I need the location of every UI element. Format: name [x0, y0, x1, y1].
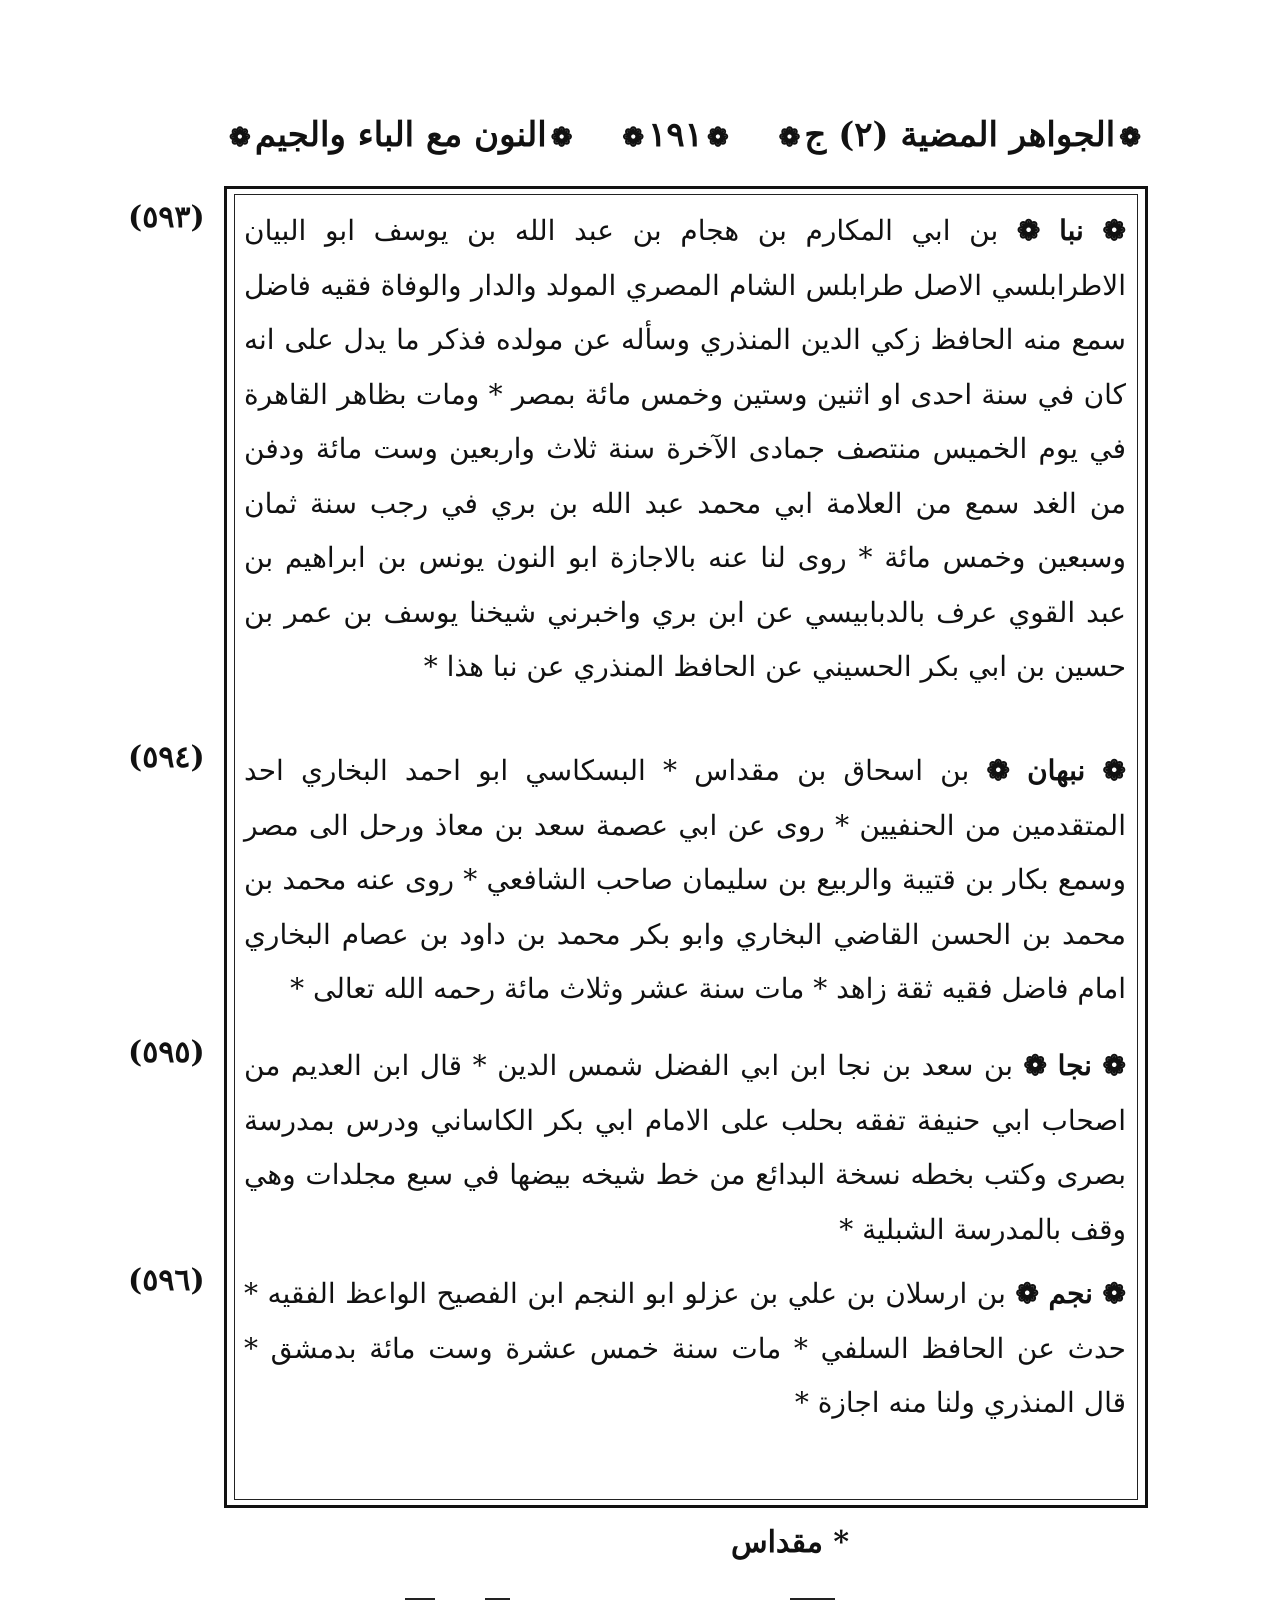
entry-name: نبهان: [1027, 754, 1086, 787]
entry-body: بن ارسلان بن علي بن عزلو ابو النجم ابن الفصيح الواعظ الفقيه * حدث عن الحافظ السلفي * مات سنة خمس عشرة وست مائة بدمشق * قال المنذري ولنا منه اجازة *: [244, 1277, 1126, 1419]
page-number: ❁١٩١❁: [622, 115, 729, 155]
footer-divider: [405, 1598, 435, 1600]
entry-593: [244, 204, 1126, 744]
entry-marker-icon: ❁: [1102, 1049, 1126, 1082]
entry-body: بن اسحاق بن مقداس * البسكاسي ابو احمد البخاري احد المتقدمين من الحنفيين * روى عن ابي عصمة سعد بن معاذ ورحل الى مصر وسمع بكار بن قتيبة والربيع بن سليمان صاحب الشافعي * روى عنه محمد بن محمد بن الحسن القاضي البخاري وابو بكر محمد بن داود بن عصام البخاري امام فاضل فقيه ثقة زاهد * مات سنة عشر وثلاث مائة رحمه الله تعالى *: [244, 754, 1126, 1005]
entry-marker-icon: ❁: [1102, 1277, 1126, 1310]
ornament-icon: ❁: [622, 123, 645, 153]
entry-marker-icon: ❁: [986, 754, 1010, 787]
entry-number: (٥٩٥): [128, 1035, 205, 1070]
ornament-icon: ❁: [229, 123, 251, 153]
header-section: ❁النون مع الباء والجيم❁: [229, 115, 573, 155]
entries-text: [244, 204, 1126, 1431]
entry-marker-icon: ❁: [1102, 214, 1126, 247]
entry-marker-icon: ❁: [1023, 1049, 1048, 1082]
ornament-icon: ❁: [1119, 123, 1141, 153]
entry-594: [244, 744, 1126, 1039]
entry-marker-icon: ❁: [1102, 754, 1126, 787]
entry-name: نبا: [1059, 214, 1084, 247]
entry-marker-icon: ❁: [1015, 1277, 1039, 1310]
entry-number: (٥٩٤): [128, 740, 205, 775]
entry-596: [244, 1267, 1126, 1431]
header-title: ❁الجواهر المضية (٢) ج❁: [778, 115, 1141, 155]
ornament-icon: ❁: [706, 123, 729, 153]
ornament-icon: ❁: [550, 123, 573, 153]
entry-595: [244, 1039, 1126, 1267]
entry-number: (٥٩٣): [128, 200, 205, 235]
entry-number: (٥٩٦): [128, 1263, 205, 1298]
catchword: * مقداس: [730, 1525, 850, 1560]
footer-divider: [790, 1598, 835, 1600]
entry-name: نجا: [1057, 1049, 1092, 1082]
entry-body: بن ابي المكارم بن هجام بن عبد الله بن يوسف ابو البيان الاطرابلسي الاصل طرابلس الشام المصري المولد والدار والوفاة فقيه فاضل سمع منه الحافظ زكي الدين المنذري وسأله عن مولده فذكر ما يدل على انه كان في سنة احدى او اثنين وستين وخمس مائة بمصر * ومات بظاهر القاهرة في يوم الخميس منتصف جمادى الآخرة سنة ثلاث واربعين وست مائة ودفن من الغد سمع من العلامة ابي محمد عبد الله بن بري في رجب سنة ثمان وسبعين وخمس مائة * روى لنا عنه بالاجازة ابو النون يونس بن ابراهيم بن عبد القوي عرف بالدبابيسي عن ابن بري واخبرني شيخنا يوسف بن عمر بن حسين بن ابي بكر الحسيني عن الحافظ المنذري عن نبا هذا *: [244, 214, 1126, 683]
running-header: [225, 100, 1145, 170]
entry-name: نجم: [1048, 1277, 1093, 1310]
footer-divider: [485, 1598, 510, 1600]
ornament-icon: ❁: [778, 123, 801, 153]
entry-body: بن سعد بن نجا ابن ابي الفضل شمس الدين * قال ابن العديم من اصحاب ابي حنيفة تفقه بحلب على الامام ابي بكر الكاساني ودرس بمدرسة بصرى وكتب بخطه نسخة البدائع من خط شيخه بيضها في سبع مجلدات وهي وقف بالمدرسة الشبلية *: [244, 1049, 1126, 1246]
entry-marker-icon: ❁: [1016, 214, 1041, 247]
